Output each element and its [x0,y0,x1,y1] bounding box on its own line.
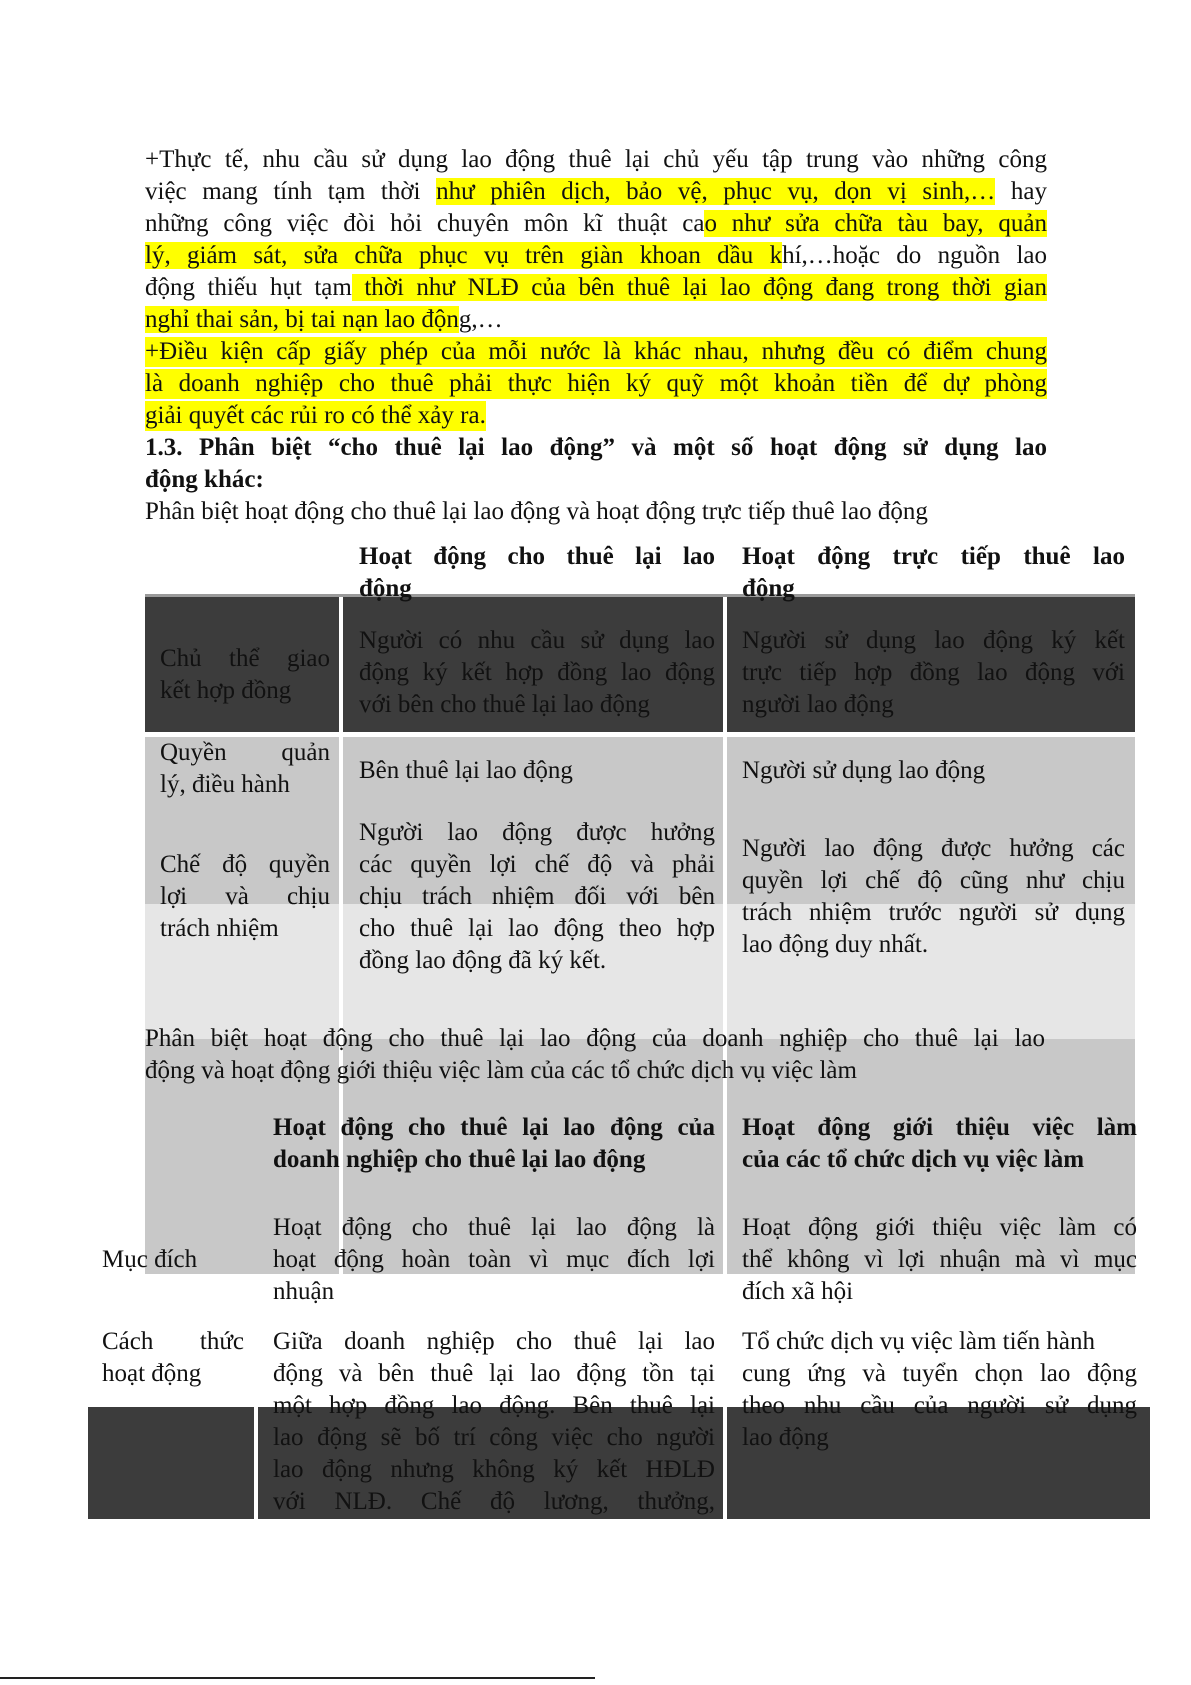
text-line: +Thực tế, nhu cầu sử dụng lao động thuê lại chủ yếu tập trung vào những công [145,146,1047,173]
table2-row1-col2: Hoạt động giới thiệu việc làm có thể không vì lợi nhuận mà vì mục đích xã hội [742,1214,1137,1305]
table1-row1-label: Chủ thể giao kết hợp đồng [160,645,330,704]
table2-header-col2: Hoạt động giới thiệu việc làm của các tổ chức dịch vụ việc làm [742,1114,1137,1173]
text-line: là doanh nghiệp cho thuê phải thực hiện ký quỹ một khoản tiền để dự phòng [145,370,1047,397]
text-line: +Điều kiện cấp giấy phép của mỗi nước là khác nhau, nhưng đều có điểm chung [145,338,1047,365]
table1-row3-col2: Người lao động được hưởng các quyền lợi chế độ cũng như chịu trách nhiệm trước người sử dụng lao động duy nhất. [742,835,1125,958]
text-line: giải quyết các rủi ro có thể xảy ra. [145,402,486,429]
text-line: lý, giám sát, sửa chữa phục vụ trên giàn khoan dầu khí,…hoặc do nguồn lao [145,242,1047,269]
table1-row2-label: Quyền quản lý, điều hành [160,739,330,798]
table2-header-col1: Hoạt động cho thuê lại lao động của doanh nghiệp cho thuê lại lao động [273,1114,715,1173]
table2-row2-col2: Tổ chức dịch vụ việc làm tiến hành cung ứng và tuyển chọn lao động theo nhu cầu của người sử dụng lao động [742,1328,1137,1451]
footnote-rule [0,1677,595,1679]
table1-row1-col1: Người có nhu cầu sử dụng lao động ký kết hợp đồng lao động với bên cho thuê lại lao động [359,627,715,718]
table2-row1-label: Mục đích [102,1246,198,1273]
table2-row1-col1: Hoạt động cho thuê lại lao động là hoạt động hoàn toàn vì mục đích lợi nhuận [273,1214,715,1305]
table1-header-col2: Hoạt động trực tiếp thuê lao động [742,543,1125,602]
text-line: những công việc đòi hỏi chuyên môn kĩ thuật cao như sửa chữa tàu bay, quản [145,210,1047,237]
text-line: việc mang tính tạm thời như phiên dịch, bảo vệ, phục vụ, dọn vị sinh,… hay [145,178,1047,205]
caption-line: Phân biệt hoạt động cho thuê lại lao động của doanh nghiệp cho thuê lại lao [145,1025,1045,1052]
table1-row2-col2: Người sử dụng lao động [742,757,986,784]
table1-row3-col1: Người lao động được hưởng các quyền lợi chế độ và phải chịu trách nhiệm đối với bên cho thuê lại lao động theo hợp đồng lao động đã ký kết. [359,819,715,974]
table1-header-col1: Hoạt động cho thuê lại lao động [359,543,715,602]
text-line: động thiếu hụt tạm thời như NLĐ của bên thuê lại lao động đang trong thời gian [145,274,1047,301]
text-line: nghỉ thai sản, bị tai nạn lao động,… [145,306,503,333]
heading-line: động khác: [145,466,264,493]
caption-line: động và hoạt động giới thiệu việc làm của các tổ chức dịch vụ việc làm [145,1057,857,1084]
table2-row2-label: Cách thức hoạt động [102,1328,244,1387]
table1-row3-label: Chế độ quyền lợi và chịu trách nhiệm [160,851,330,942]
table1-row2-col1: Bên thuê lại lao động [359,757,573,784]
table1-caption: Phân biệt hoạt động cho thuê lại lao động và hoạt động trực tiếp thuê lao động [145,498,928,525]
heading-line: 1.3. Phân biệt “cho thuê lại lao động” và một số hoạt động sử dụng lao [145,434,1047,461]
table1-row1-col2: Người sử dụng lao động ký kết trực tiếp hợp đồng lao động với người lao động [742,627,1125,718]
table2-row2-col1: Giữa doanh nghiệp cho thuê lại lao động và bên thuê lại lao động tồn tại một hợp đồng lao động. Bên thuê lại lao động sẽ bố trí công việc cho người lao động nhưng không ký kết HĐLĐ với NLĐ. Chế độ lương, thưởng, [273,1328,715,1515]
